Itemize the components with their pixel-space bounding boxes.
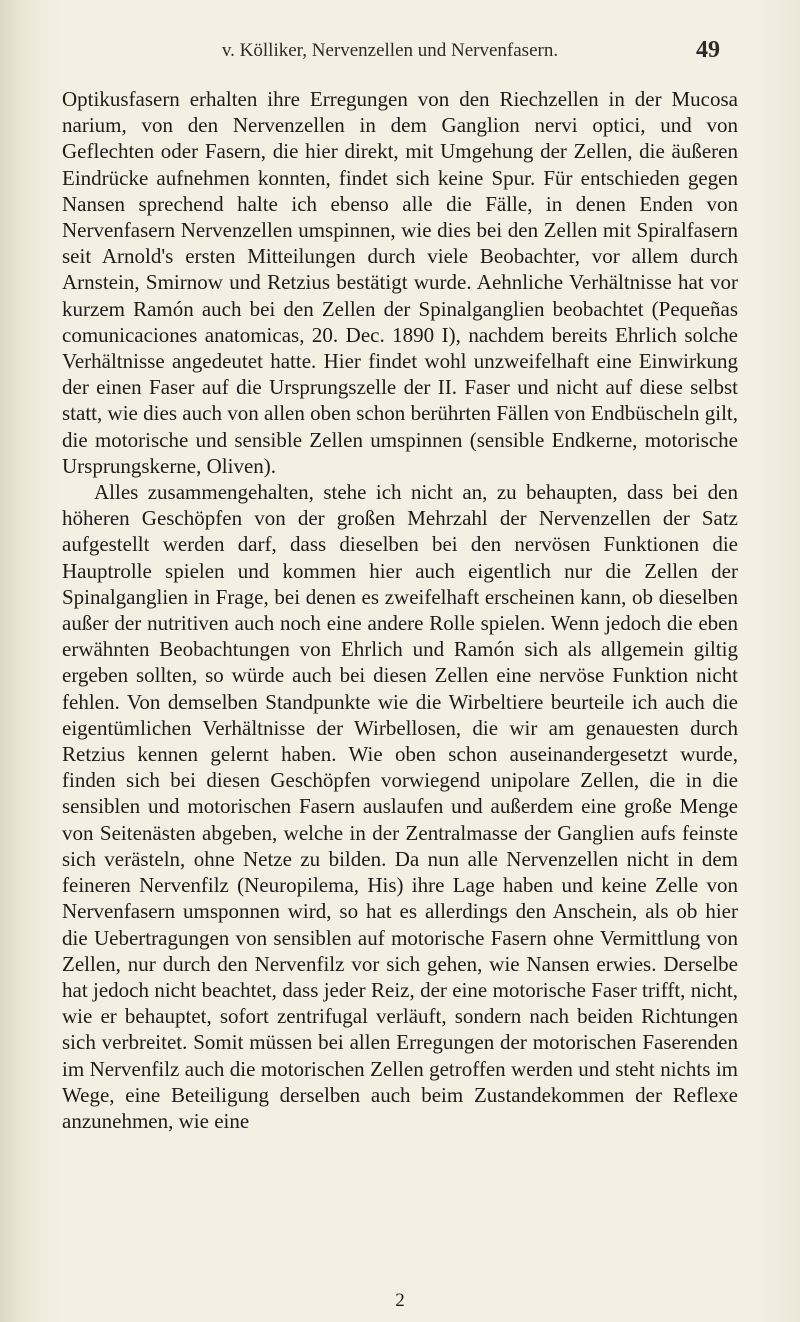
paragraph: Alles zusammengehalten, stehe ich nicht an, zu behaupten, dass bei den höheren Geschöpfen von der großen Mehrzahl der Nervenzellen der Satz aufgestellt werden darf, dass dieselben bei den nervösen Funktionen die Hauptrolle spielen und kommen hier auch eigentlich nur die Zellen der Spinalganglien in Frage, bei denen es zweifelhaft erscheinen kann, ob dieselben außer der nutritiven auch noch eine andere Rolle spielen. Wenn jedoch die eben erwähnten Beobachtungen von Ehrlich und Ramón sich als allgemein giltig ergeben sollten, so würde auch bei diesen Zellen eine nervöse Funktion nicht fehlen. Von demselben Standpunkte wie die Wirbeltiere beurteile ich auch die eigentümlichen Verhältnisse der Wirbellosen, die wir am genauesten durch Retzius kennen gelernt haben. Wie oben schon auseinandergesetzt wurde, finden sich bei diesen Geschöpfen vorwiegend unipolare Zellen, die in die sensiblen und motorischen Fasern auslaufen und außerdem eine große Menge von Seitenästen abgeben, welche in der Zentralmasse der Ganglien aufs feinste sich verästeln, ohne Netze zu bilden. Da nun alle Nervenzellen nicht in dem feineren Nervenfilz (Neuropilema, His) ihre Lage haben und keine Zelle von Nervenfasern umsponnen wird, so hat es allerdings den Anschein, als ob hier die Uebertragungen von sensiblen auf motorische Fasern ohne Vermittlung von Zellen, nur durch den Nervenfilz vor sich gehen, wie Nansen erwies. Derselbe hat jedoch nicht beachtet, dass jeder Reiz, der eine motorische Faser trifft, nicht, wie er behauptet, sofort zentrifugal verläuft, sondern nach beiden Richtungen sich verbreitet. Somit müssen bei allen Erregungen der motorischen Faserenden im Nervenfilz auch die motorischen Zellen getroffen werden und steht nichts im Wege, eine Beteiligung derselben auch beim Zustandekommen der Reflexe anzunehmen, wie eine bbox=[62, 480, 738, 1133]
sheet-signature: 2 bbox=[395, 1290, 405, 1311]
page-header bbox=[120, 37, 720, 70]
paragraph: Optikusfasern erhalten ihre Erregungen von den Riechzellen in der Mucosa narium, von den Nervenzellen in dem Ganglion nervi optici, und von Geflechten oder Fasern, die hier direkt, mit Umgehung der Zellen, die äußeren Eindrücke aufnehmen konnten, findet sich keine Spur. Für entschieden gegen Nansen sprechend halte ich ebenso alle die Fälle, in denen Enden von Nervenfasern Nervenzellen umspinnen, wie dies bei den Zellen mit Spiralfasern seit Arnold's ersten Mitteilungen durch viele Beobachter, vor allem durch Arnstein, Smirnow und Retzius bestätigt wurde. Aehnliche Verhältnisse hat vor kurzem Ramón auch bei den Zellen der Spinalganglien beobachtet (Pequeñas comunicaciones anatomicas, 20. Dec. 1890 I), nachdem bereits Ehrlich solche Verhältnisse angedeutet hatte. Hier findet wohl unzweifelhaft eine Einwirkung der einen Faser auf die Ursprungszelle der II. Faser und nicht auf diese selbst statt, wie dies auch von allen oben schon berührten Fällen von Endbüscheln gilt, die motorische und sensible Zellen umspinnen (sensible Endkerne, motorische Ursprungskerne, Oliven). bbox=[62, 87, 738, 478]
running-title: v. Kölliker, Nervenzellen und Nervenfasern. bbox=[221, 40, 559, 61]
body-text bbox=[62, 86, 738, 1134]
page-number: 49 bbox=[696, 37, 720, 63]
